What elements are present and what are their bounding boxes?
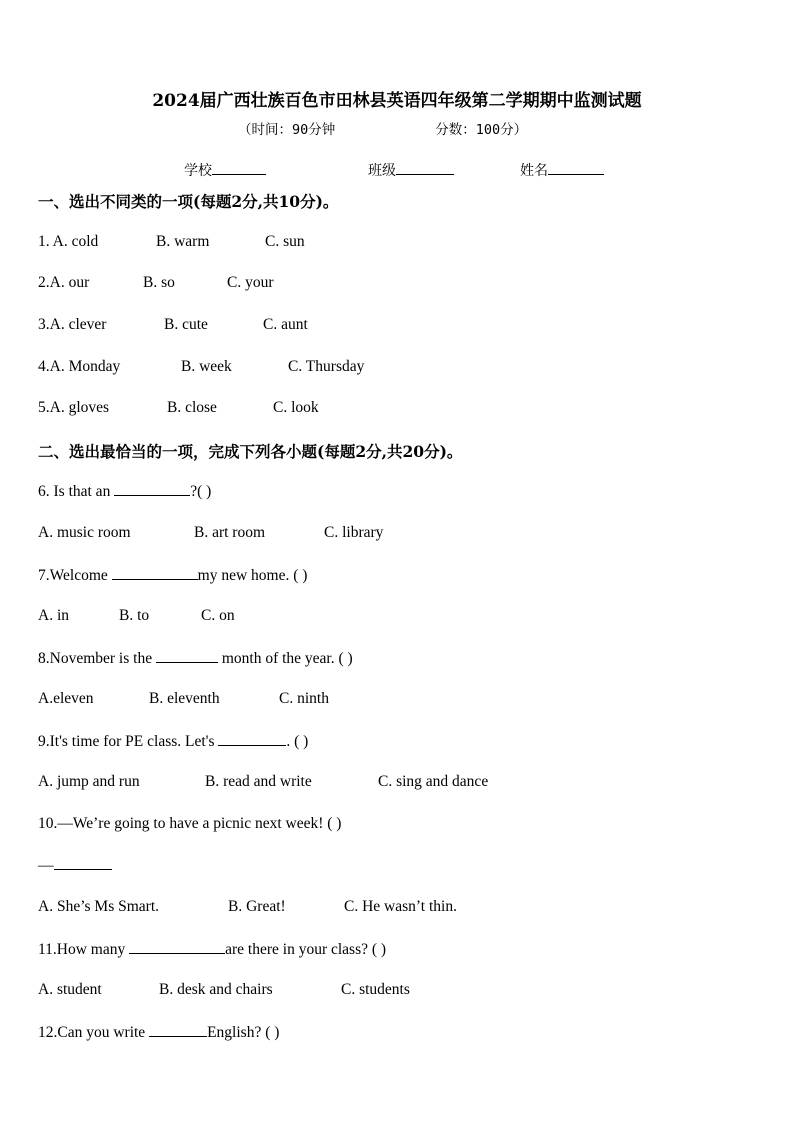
class-blank [396, 162, 454, 175]
q6-option-b: B. art room [194, 524, 266, 541]
q9-option-b: B. read and write [205, 773, 312, 790]
school-blank [212, 162, 266, 175]
q9-option-c: C. sing and dance [378, 773, 489, 790]
q10-blank [54, 856, 112, 870]
q5-option-b: B. close [167, 399, 217, 416]
question-11-options [38, 981, 410, 999]
q8-stem-end: month of the year. ( ) [217, 650, 353, 667]
q8-option-a: A.eleven [38, 690, 94, 707]
q7-blank [112, 566, 198, 580]
q1-option-b: B. warm [156, 233, 210, 250]
class-label: 班级 [368, 163, 396, 179]
q10-reply-dash: — [38, 857, 54, 874]
q3-option-c: C. aunt [263, 316, 308, 333]
question-9-stem [38, 732, 308, 751]
question-2 [38, 274, 274, 292]
question-3 [38, 316, 308, 334]
exam-subtitle [238, 118, 527, 138]
question-6-options [38, 524, 383, 542]
question-10-reply [38, 856, 112, 875]
q10-option-b: B. Great! [228, 898, 286, 915]
time-label: （时间：90分钟 [238, 122, 336, 138]
question-6-stem [38, 482, 211, 501]
q5-option-c: C. look [273, 399, 319, 416]
question-10-options [38, 898, 457, 916]
school-label: 学校 [184, 163, 212, 179]
question-7-options [38, 607, 235, 625]
section-2-heading: 二、选出最恰当的一项，完成下列各小题(每题2分,共20分)。 [38, 442, 463, 461]
q9-stem-end: . ( ) [286, 733, 309, 750]
q8-stem-text: 8.November is the [38, 650, 156, 667]
q7-option-a: A. in [38, 607, 69, 624]
q11-blank [129, 940, 225, 954]
q9-option-a: A. jump and run [38, 773, 140, 790]
q6-stem-text: 6. Is that an [38, 483, 115, 500]
q2-option-c: C. your [227, 274, 274, 291]
q4-option-c: C. Thursday [288, 358, 365, 375]
score-label: 分数：100分） [435, 122, 528, 138]
q10-option-a: A. She’s Ms Smart. [38, 898, 159, 915]
q6-stem-end: ?( ) [190, 483, 212, 500]
q8-option-c: C. ninth [279, 690, 329, 707]
q12-stem-text: 12.Can you write [38, 1024, 150, 1041]
name-blank [548, 162, 604, 175]
question-4 [38, 358, 364, 376]
class-field [368, 160, 454, 180]
question-9-options [38, 773, 488, 791]
q11-option-b: B. desk and chairs [159, 981, 273, 998]
q6-option-c: C. library [324, 524, 384, 541]
school-field [184, 160, 266, 180]
q2-option-a: 2.A. our [38, 274, 90, 291]
q7-stem-text: 7.Welcome [38, 567, 112, 584]
q7-option-b: B. to [119, 607, 150, 624]
q4-option-a: 4.A. Monday [38, 358, 121, 375]
q6-option-a: A. music room [38, 524, 131, 541]
q5-option-a: 5.A. gloves [38, 399, 110, 416]
q4-option-b: B. week [181, 358, 232, 375]
q9-blank [218, 732, 286, 746]
q1-option-c: C. sun [265, 233, 305, 250]
question-7-stem [38, 566, 307, 585]
question-1 [38, 233, 305, 251]
q7-stem-end: my new home. ( ) [197, 567, 308, 584]
q2-option-b: B. so [143, 274, 175, 291]
q1-option-a: 1. A. cold [38, 233, 99, 250]
q9-stem-text: 9.It's time for PE class. Let's [38, 733, 219, 750]
q10-option-c: C. He wasn’t thin. [344, 898, 457, 915]
q3-option-b: B. cute [164, 316, 208, 333]
section-1-heading: 一、选出不同类的一项(每题2分,共10分)。 [38, 192, 339, 211]
q12-blank [149, 1023, 207, 1037]
question-10-stem: 10.—We’re going to have a picnic next week! ( ) [38, 815, 342, 832]
name-field [520, 160, 604, 180]
question-5 [38, 399, 319, 417]
q11-stem-text: 11.How many [38, 941, 130, 958]
q8-option-b: B. eleventh [149, 690, 220, 707]
q11-option-c: C. students [341, 981, 410, 998]
q11-option-a: A. student [38, 981, 102, 998]
q6-blank [114, 482, 190, 496]
q8-blank [156, 649, 218, 663]
q12-stem-end: English? ( ) [207, 1024, 280, 1041]
question-8-options [38, 690, 329, 708]
q7-option-c: C. on [201, 607, 235, 624]
q3-option-a: 3.A. clever [38, 316, 107, 333]
question-11-stem [38, 940, 386, 959]
q11-stem-end: are there in your class? ( ) [225, 941, 387, 958]
name-label: 姓名 [520, 163, 548, 179]
exam-title: 2024届广西壮族百色市田林县英语四年级第二学期期中监测试题 [152, 91, 642, 111]
question-12-stem [38, 1023, 279, 1042]
question-8-stem [38, 649, 353, 668]
